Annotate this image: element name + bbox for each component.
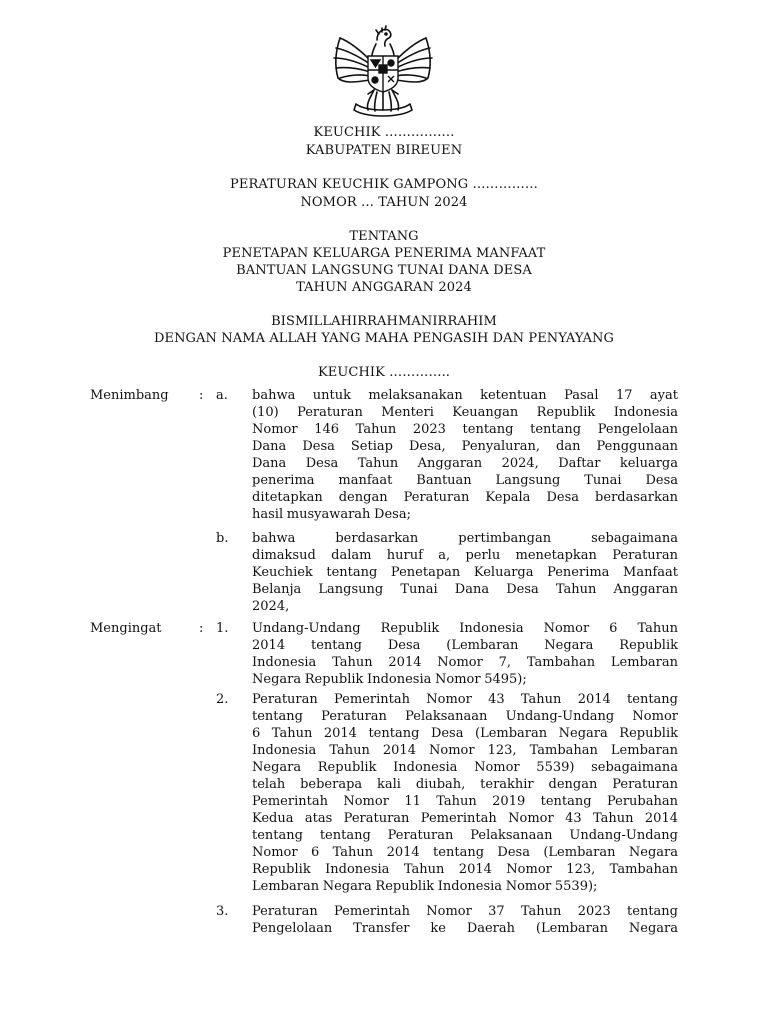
text-line: Belanja Langsung Tunai Dana Desa Tahun Anggaran xyxy=(252,582,678,597)
text-line: bahwa untuk melaksanakan ketentuan Pasal 17 ayat xyxy=(252,388,678,403)
text-line: telah beberapa kali diubah, terakhir dengan Peraturan xyxy=(252,777,678,792)
menimbang-item-b-marker: b. xyxy=(216,531,229,546)
text-line: Keuchiek tentang Penetapan Keluarga Penerima Manfaat xyxy=(252,565,678,580)
header-title-line-1: PENETAPAN KELUARGA PENERIMA MANFAAT xyxy=(222,246,546,261)
text-line: (10) Peraturan Menteri Keuangan Republik Indonesia xyxy=(252,405,678,420)
menimbang-item-a-marker: a. xyxy=(216,388,228,403)
text-line: penerima manfaat Bantuan Langsung Tunai Desa xyxy=(252,473,678,488)
header-keuchik: KEUCHIK ……………. xyxy=(313,125,455,140)
header-bismillah: BISMILLAHIRRAHMANIRRAHIM xyxy=(271,314,497,329)
text-line: Peraturan Pemerintah Nomor 37 Tahun 2023 tentang xyxy=(252,904,678,919)
text-line: Republik Indonesia Tahun 2014 Nomor 123, Tambahan xyxy=(252,862,678,877)
mengingat-item-3-text xyxy=(252,903,678,937)
text-line: Undang-Undang Republik Indonesia Nomor 6 Tahun xyxy=(252,621,678,636)
text-line: dimaksud dalam huruf a, perlu menetapkan Peraturan xyxy=(252,548,678,563)
mengingat-item-3-marker: 3. xyxy=(216,904,229,919)
mengingat-item-2-text xyxy=(252,691,678,895)
text-line: Indonesia Tahun 2014 Nomor 7, Tambahan Lembaran xyxy=(252,655,678,670)
header-peraturan: PERATURAN KEUCHIK GAMPONG …………… xyxy=(230,177,538,192)
text-line: 2014 tentang Desa (Lembaran Negara Republik xyxy=(252,638,678,653)
header-nomor: NOMOR … TAHUN 2024 xyxy=(300,195,468,210)
mengingat-item-1-text xyxy=(252,620,678,688)
menimbang-label: Menimbang xyxy=(90,388,169,403)
mengingat-colon: : xyxy=(199,621,204,636)
text-line: Negara Republik Indonesia Nomor 5495); xyxy=(252,672,527,687)
header-title-line-3: TAHUN ANGGARAN 2024 xyxy=(296,280,472,295)
text-line: Peraturan Pemerintah Nomor 43 Tahun 2014 tentang xyxy=(252,692,678,707)
text-line: Indonesia Tahun 2014 Nomor 123, Tambahan Lembaran xyxy=(252,743,678,758)
header-tentang: TENTANG xyxy=(349,229,419,244)
menimbang-colon: : xyxy=(199,388,204,403)
text-line: Lembaran Negara Republik Indonesia Nomor 5539); xyxy=(252,879,598,894)
text-line: Pengelolaan Transfer ke Daerah (Lembaran Negara xyxy=(252,921,678,936)
text-line: hasil musyawarah Desa; xyxy=(252,507,411,522)
mengingat-item-1-marker: 1. xyxy=(216,621,229,636)
header-keuchik-enactor: KEUCHIK ………….. xyxy=(317,365,451,380)
header-dengan-nama-allah: DENGAN NAMA ALLAH YANG MAHA PENGASIH DAN PENYAYANG xyxy=(153,331,615,346)
text-line: ditetapkan dengan Peraturan Kepala Desa berdasarkan xyxy=(252,490,678,505)
text-line: Negara Republik Indonesia Nomor 5539) sebagaimana xyxy=(252,760,678,775)
mengingat-item-2-marker: 2. xyxy=(216,692,229,707)
text-line: tentang Peraturan Pelaksanaan Undang-Undang Nomor xyxy=(252,709,678,724)
header-kabupaten: KABUPATEN BIREUEN xyxy=(305,143,463,158)
text-line: Kedua atas Peraturan Pemerintah Nomor 43 Tahun 2014 xyxy=(252,811,678,826)
mengingat-label: Mengingat xyxy=(90,621,162,636)
header-title-line-2: BANTUAN LANGSUNG TUNAI DANA DESA xyxy=(236,263,532,278)
menimbang-item-b-text xyxy=(252,530,678,615)
text-line: bahwa berdasarkan pertimbangan sebagaimana xyxy=(252,531,678,546)
text-line: Pemerintah Nomor 11 Tahun 2019 tentang Perubahan xyxy=(252,794,678,809)
text-line: Nomor 146 Tahun 2023 tentang tentang Pengelolaan xyxy=(252,422,678,437)
text-line: tentang tentang Peraturan Pelaksanaan Undang-Undang xyxy=(252,828,678,843)
text-line: Dana Desa Tahun Anggaran 2024, Daftar keluarga xyxy=(252,456,678,471)
garuda-emblem-icon xyxy=(330,20,436,122)
text-line: Dana Desa Setiap Desa, Penyaluran, dan Penggunaan xyxy=(252,439,678,454)
text-line: 6 Tahun 2014 tentang Desa (Lembaran Negara Republik xyxy=(252,726,678,741)
text-line: 2024, xyxy=(252,599,290,614)
text-line: Nomor 6 Tahun 2014 tentang Desa (Lembaran Negara xyxy=(252,845,678,860)
menimbang-item-a-text xyxy=(252,387,678,523)
